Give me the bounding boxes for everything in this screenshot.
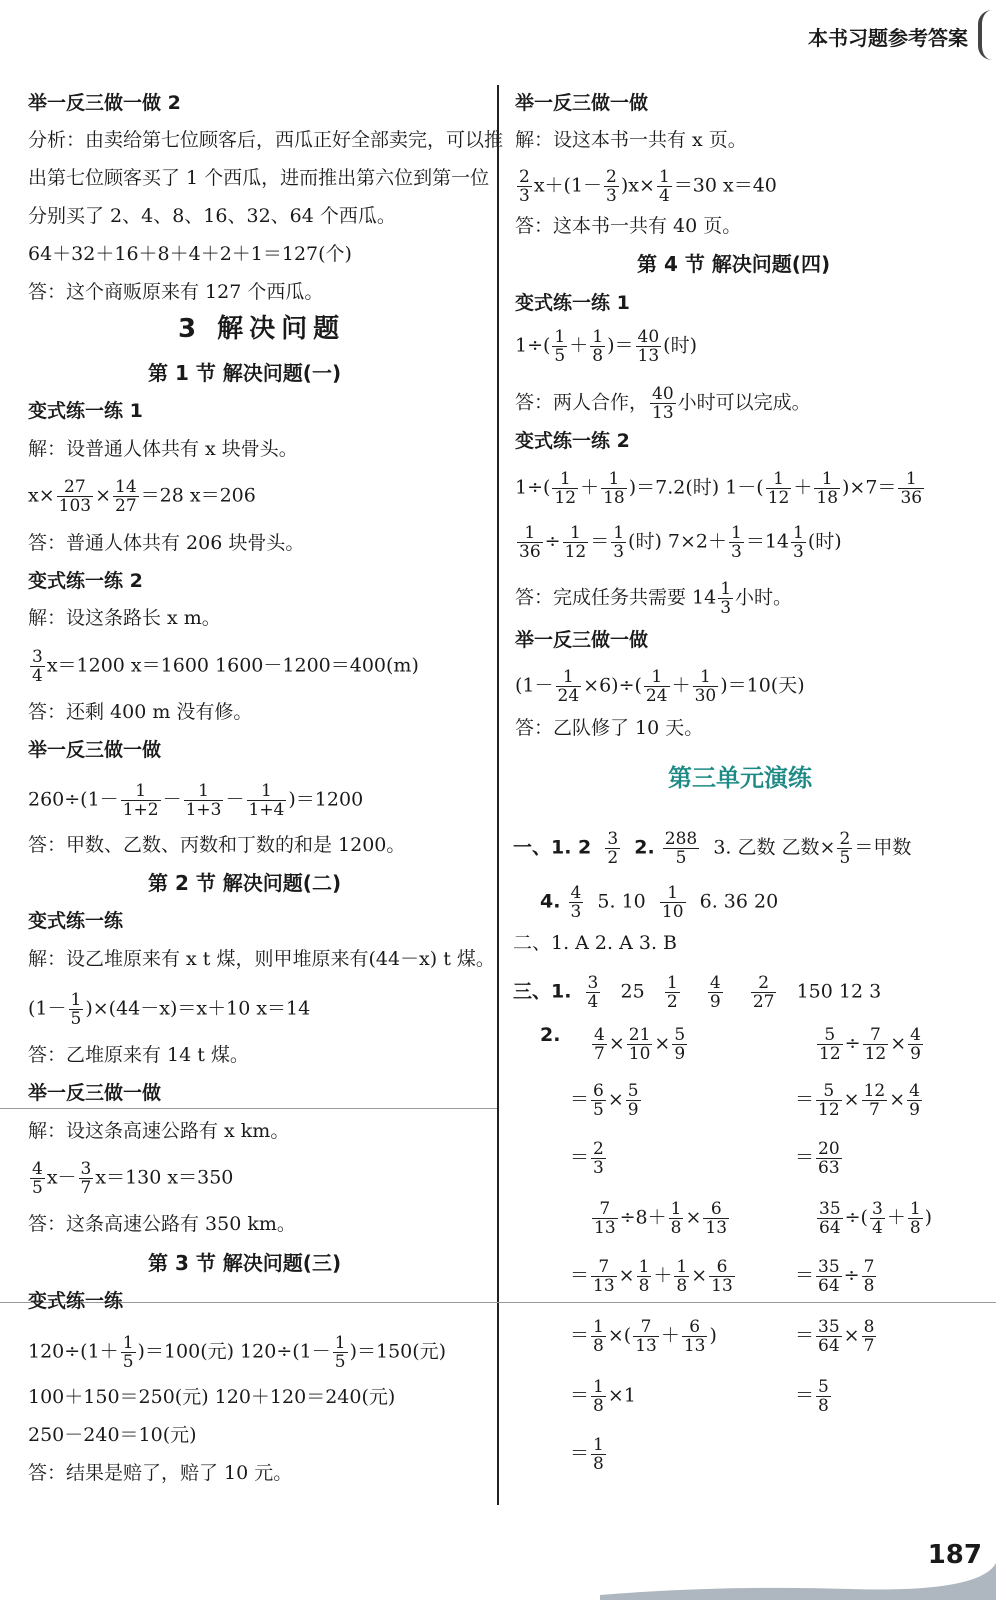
calc-step: ＝ $\frac{35}{64}$ × $\frac{8}{7}$ [795,1317,875,1356]
text-line: 解：设这条路长 x m。 [28,607,221,629]
exercise-label: 举一反三做一做 [515,629,649,651]
fold-line [0,1108,497,1109]
column-divider [497,85,499,1505]
text-line: 解：设普通人体共有 x 块骨头。 [28,438,298,460]
equation: $\frac{2}{3}$ x＋(1－ $\frac{2}{3}$ )x× $\frac{1}{4}$ ＝30 x＝40 [519,167,777,206]
calc-step: ＝ $\frac{7}{13}$ × $\frac{1}{8}$ ＋ $\frac{1}{8}$ × $\frac{6}{13}$ [570,1257,733,1296]
section-title: 第 4 节 解决问题(四) [637,252,831,276]
exercise-label: 变式练一练 1 [515,292,630,314]
exercise-label: 变式练一练 [28,910,124,932]
calc-step: ＝ $\frac{5}{8}$ [795,1377,829,1416]
section-label: 举一反三做一做 2 [28,92,181,114]
exercise-label: 举一反三做一做 [28,739,162,761]
calc-step: $\frac{7}{13}$ ÷8＋ $\frac{1}{8}$ × $\frac{6}{13}$ [594,1199,728,1238]
equation: (1－ $\frac{1}{5}$ )×(44－x)＝x＋10 x＝14 [28,990,311,1029]
equation: (1－ $\frac{1}{24}$ ×6)÷( $\frac{1}{24}$ ＋ $\frac{1}{30}$ )＝10(天) [515,667,805,706]
calc-step: ＝ $\frac{1}{8}$ ×1 [570,1377,636,1416]
section-title: 第 3 节 解决问题(三) [148,1251,342,1275]
item-number: 2. [540,1024,561,1046]
exercise-label: 举一反三做一做 [28,1082,162,1104]
text-line: 分别买了 2、4、8、16、32、64 个西瓜。 [28,205,396,227]
equation: $\frac{4}{5}$ x－ $\frac{3}{7}$ x＝130 x＝350 [32,1159,234,1198]
calc-step: $\frac{5}{12}$ ÷ $\frac{7}{12}$ × $\frac{4}{9}$ [819,1025,921,1064]
answer-row: 三、1. $\frac{3}{4}$ 25 $\frac{1}{2}$ $\frac{4}{9}$ $\frac{2}{27}$ 150 12 3 [513,973,882,1012]
calc-step: $\frac{35}{64}$ ÷( $\frac{3}{4}$ ＋ $\frac{1}{8}$ ) [819,1199,933,1238]
equation: 1÷( $\frac{1}{12}$ ＋ $\frac{1}{18}$ )＝7.2(时) 1－( $\frac{1}{12}$ ＋ $\frac{1}{18}$ )×7＝ $\frac{1}{36}$ [515,469,923,508]
equation: x× $\frac{27}{103}$ × $\frac{14}{27}$ ＝28 x＝206 [28,477,256,516]
answer: 答：乙队修了 10 天。 [515,717,704,739]
answer: 答：乙堆原来有 14 t 煤。 [28,1044,249,1066]
running-header: 本书习题参考答案 [808,26,968,50]
section-title: 第 2 节 解决问题(二) [148,871,342,895]
equation: 64＋32＋16＋8＋4＋2＋1＝127(个) [28,243,352,265]
answer: 答：还剩 400 m 没有修。 [28,701,253,723]
calc-step: ＝ $\frac{35}{64}$ ÷ $\frac{7}{8}$ [795,1257,875,1296]
answer-row: 二、1. A 2. A 3. B [513,932,677,954]
exercise-label: 变式练一练 2 [28,570,143,592]
equation: $\frac{3}{4}$ x＝1200 x＝1600 1600－1200＝400(m) [32,647,419,686]
text-line: 解：设乙堆原来有 x t 煤，则甲堆原来有(44－x) t 煤。 [28,948,495,970]
calc-step: ＝ $\frac{20}{63}$ [795,1139,840,1178]
equation: 260÷(1－ $\frac{1}{1+2}$ － $\frac{1}{1+3}$ － $\frac{1}{1+4}$ )＝1200 [28,781,364,820]
unit-title: 第三单元演练 [668,764,812,792]
text-line: 分析：由卖给第七位顾客后，西瓜正好全部卖完，可以推 [28,129,504,151]
answer: 答：两人合作， $\frac{40}{13}$ 小时可以完成。 [515,384,811,423]
calc-step: ＝ $\frac{2}{3}$ [570,1139,604,1178]
answer: 答：普通人体共有 206 块骨头。 [28,532,305,554]
equation: 250－240＝10(元) [28,1424,197,1446]
exercise-label: 变式练一练 1 [28,400,143,422]
fold-line [0,1302,996,1303]
section-title: 第 1 节 解决问题(一) [148,361,342,385]
calc-step: $\frac{4}{7}$ × $\frac{21}{10}$ × $\frac{5}{9}$ [594,1025,686,1064]
equation: 1÷( $\frac{1}{5}$ ＋ $\frac{1}{8}$ )＝ $\frac{40}{13}$ (时) [515,327,697,366]
page-number: 187 [927,1540,982,1570]
exercise-label: 变式练一练 2 [515,430,630,452]
exercise-label: 举一反三做一做 [515,92,649,114]
answer: 答：这条高速公路有 350 km。 [28,1213,296,1235]
answer: 答：结果是赔了，赔了 10 元。 [28,1462,293,1484]
equation: $\frac{1}{36}$ ÷ $\frac{1}{12}$ ＝ $\frac{1}{3}$ (时) 7×2＋ $\frac{1}{3}$ ＝14 $\frac{1}{3}$ (时) [519,523,842,562]
equation: 120÷(1＋ $\frac{1}{5}$ )＝100(元) 120÷(1－ $\frac{1}{5}$ )＝150(元) [28,1333,447,1372]
calc-step: ＝ $\frac{1}{8}$ [570,1435,604,1474]
answer: 答：这本书一共有 40 页。 [515,215,742,237]
exercise-label: 变式练一练 [28,1290,124,1312]
text-line: 出第七位顾客买了 1 个西瓜，进而推出第六位到第一位 [28,167,490,189]
answer-row: 一、1. 2 $\frac{3}{2}$ 2. $\frac{288}{5}$ 3. 乙数 乙数× $\frac{2}{5}$ ＝甲数 [513,829,912,868]
answer: 答：完成任务共需要 14 $\frac{1}{3}$ 小时。 [515,579,793,618]
answer-row: 4. $\frac{4}{3}$ 5. 10 $\frac{1}{10}$ 6. 36 20 [540,883,779,922]
chapter-title: 3 解决问题 [178,314,346,344]
calc-step: ＝ $\frac{5}{12}$ × $\frac{12}{7}$ × $\frac{4}{9}$ [795,1081,920,1120]
header-decoration [978,10,996,60]
text-line: 解：设这条高速公路有 x km。 [28,1120,290,1142]
equation: 100＋150＝250(元) 120＋120＝240(元) [28,1386,396,1408]
text-line: 解：设这本书一共有 x 页。 [515,129,747,151]
answer: 答：甲数、乙数、丙数和丁数的和是 1200。 [28,834,406,856]
calc-step: ＝ $\frac{6}{5}$ × $\frac{5}{9}$ [570,1081,639,1120]
calc-step: ＝ $\frac{1}{8}$ ×( $\frac{7}{13}$ ＋ $\frac{6}{13}$ ) [570,1317,717,1356]
answer: 答：这个商贩原来有 127 个西瓜。 [28,281,324,303]
